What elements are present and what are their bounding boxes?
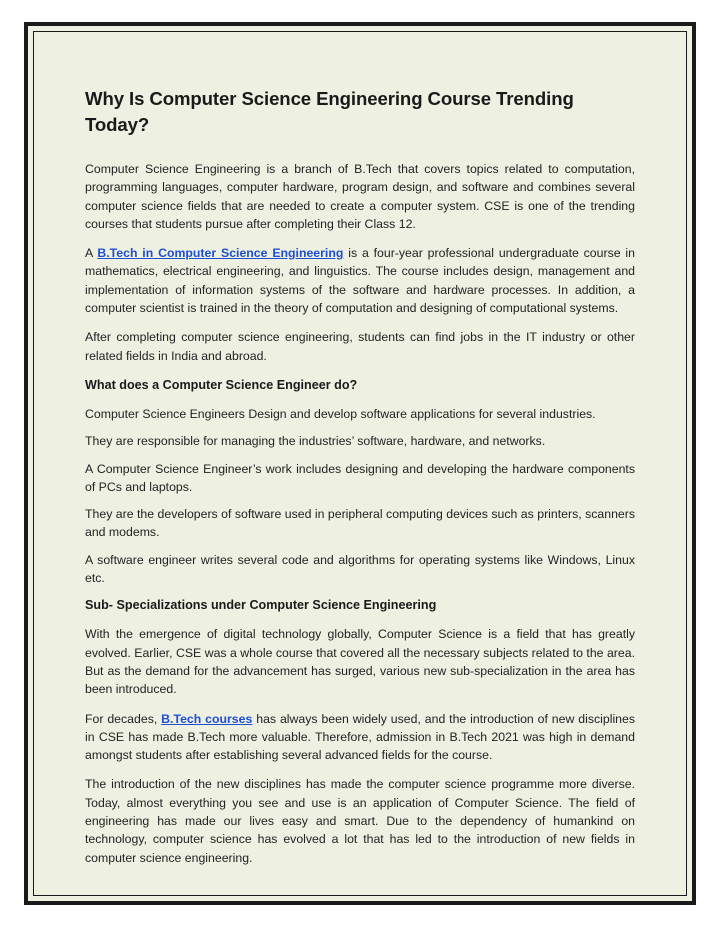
section-heading-sub-specializations: Sub- Specializations under Computer Science Engineering	[85, 598, 437, 613]
intro-paragraph: Computer Science Engineering is a branch of B.Tech that covers topics related to computation, programming languages, computer hardware, program design, and software and combines several computer science fields that are needed to create a computer system. CSE is one of the trending courses that students pursue after completing their Class 12.	[85, 162, 635, 231]
sub-paragraph-2	[85, 710, 635, 765]
paragraph-prefix: For decades,	[85, 711, 162, 726]
list-item: A Computer Science Engineer’s work includes designing and developing the hardware components of PCs and laptops.	[85, 461, 635, 494]
jobs-paragraph: After completing computer science engineering, students can find jobs in the IT industry or other related fields in India and abroad.	[85, 330, 635, 363]
paragraph-text: has always been widely used, and the introduction of new disciplines in CSE has made B.Tech more valuable. Therefore, admission in B.Tech 2021 was high in demand amongst students after establishing several advanced fields for the course.	[85, 711, 635, 763]
paragraph-prefix: A	[85, 246, 98, 261]
list-item: They are responsible for managing the industries’ software, hardware, and networks.	[85, 434, 546, 449]
list-item: Computer Science Engineers Design and develop software applications for several industries.	[85, 406, 596, 421]
btech-cse-link[interactable]: B.Tech in Computer Science Engineering	[97, 246, 344, 261]
paragraph-text: is a four-year professional undergraduate course in mathematics, electrical engineering, and linguistics. The course includes design, management and implementation of information systems of the software and hardware processes. In addition, a computer scientist is trained in the theory of computation and designing of computational systems.	[85, 246, 635, 316]
sub-paragraph-1: With the emergence of digital technology globally, Computer Science is a field that has greatly evolved. Earlier, CSE was a whole course that covered all the necessary subjects related to the area. But as the demand for the advancement has surged, various new sub-specialization in the area has been introduced.	[85, 627, 635, 697]
btech-cse-paragraph	[85, 244, 635, 317]
sub-paragraph-3: The introduction of the new disciplines has made the computer science programme more diverse. Today, almost everything you see and use is an application of Computer Science. The field of engineering has made our lives easy and smart. Due to the dependency of humankind on technology, computer science has evolved a lot that has led to the introduction of new fields in computer science engineering.	[85, 777, 635, 865]
list-item: A software engineer writes several code and algorithms for operating systems like Windows, Linux etc.	[85, 552, 635, 586]
list-item: They are the developers of software used in peripheral computing devices such as printers, scanners and modems.	[85, 507, 635, 540]
btech-courses-link[interactable]: B.Tech courses	[161, 711, 253, 726]
section-heading-what: What does a Computer Science Engineer do?	[85, 377, 358, 392]
article-title: Why Is Computer Science Engineering Course Trending Today?	[85, 88, 574, 135]
article-body	[85, 86, 635, 878]
